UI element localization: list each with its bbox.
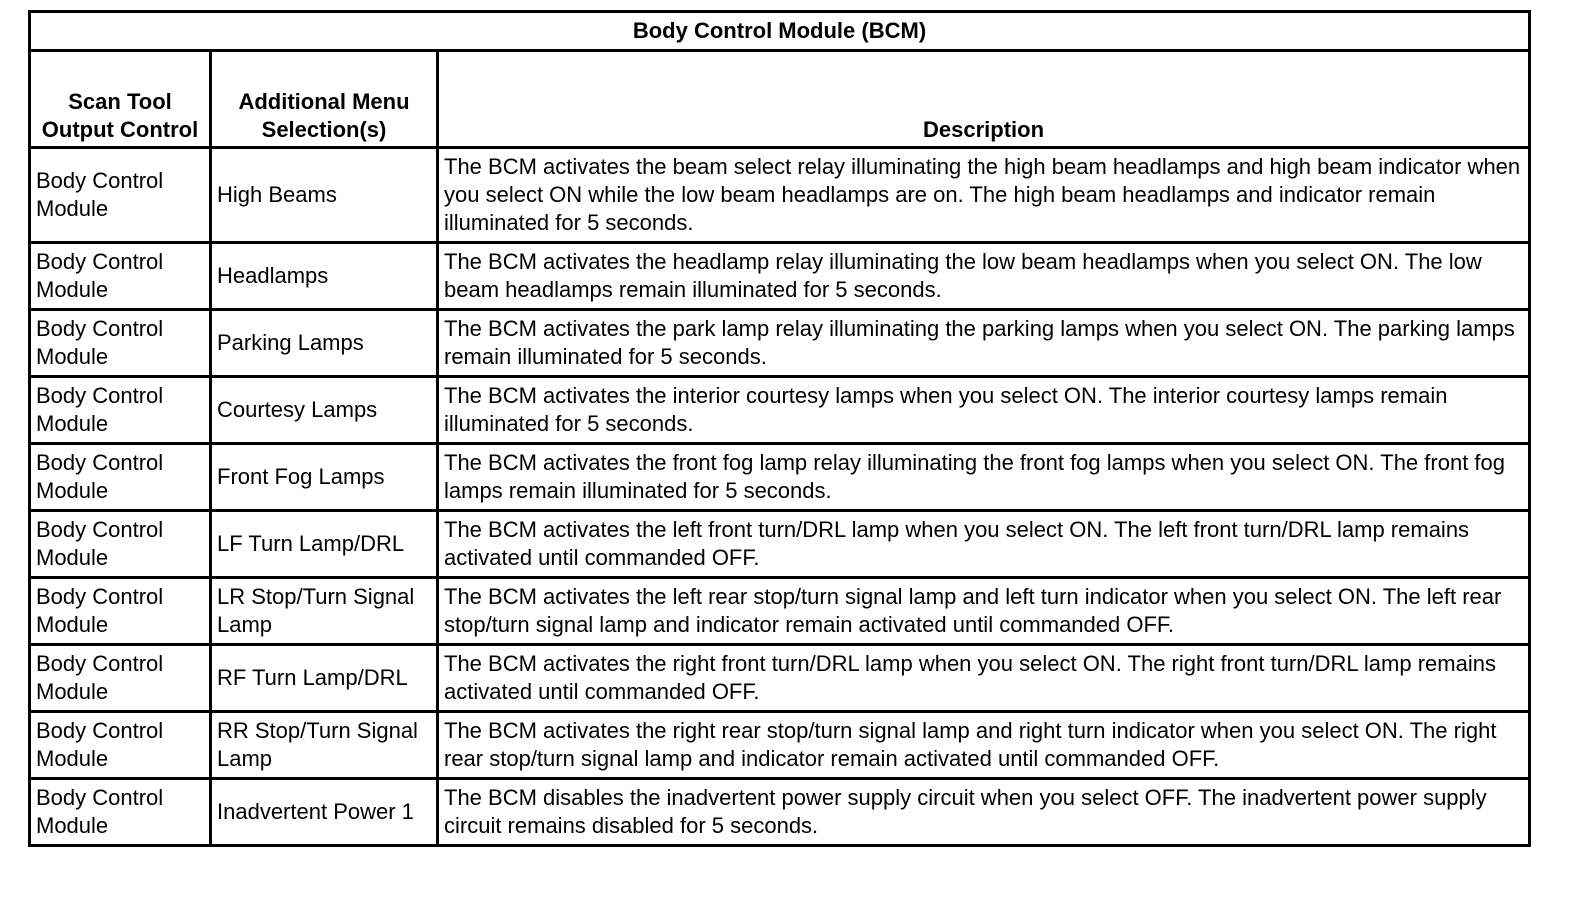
table-row (30, 578, 1530, 645)
description-cell: The BCM activates the headlamp relay illuminating the low beam headlamps when you select ON. The low beam headlamps remain illuminated for 5 seconds. (438, 243, 1530, 310)
menu-selection-cell: Parking Lamps (211, 310, 438, 377)
menu-selection-cell: Front Fog Lamps (211, 444, 438, 511)
description-cell: The BCM activates the interior courtesy lamps when you select ON. The interior courtesy lamps remain illuminated for 5 seconds. (438, 377, 1530, 444)
menu-selection-cell: High Beams (211, 148, 438, 243)
menu-selection-cell: Inadvertent Power 1 (211, 779, 438, 846)
output-control-cell: Body Control Module (30, 712, 211, 779)
output-control-cell: Body Control Module (30, 377, 211, 444)
table-row (30, 712, 1530, 779)
menu-selection-cell: LR Stop/Turn Signal Lamp (211, 578, 438, 645)
output-control-cell: Body Control Module (30, 148, 211, 243)
header-scan-tool-output-control: Scan Tool Output Control (30, 51, 211, 148)
bcm-output-control-table-container (28, 10, 1528, 847)
table-row (30, 645, 1530, 712)
table-row (30, 377, 1530, 444)
menu-selection-cell: RF Turn Lamp/DRL (211, 645, 438, 712)
menu-selection-cell: Headlamps (211, 243, 438, 310)
menu-selection-cell: LF Turn Lamp/DRL (211, 511, 438, 578)
description-cell: The BCM disables the inadvertent power supply circuit when you select OFF. The inadvertent power supply circuit remains disabled for 5 seconds. (438, 779, 1530, 846)
output-control-cell: Body Control Module (30, 243, 211, 310)
table-header-row (30, 51, 1530, 148)
menu-selection-cell: RR Stop/Turn Signal Lamp (211, 712, 438, 779)
table-row (30, 511, 1530, 578)
description-cell: The BCM activates the front fog lamp relay illuminating the front fog lamps when you select ON. The front fog lamps remain illuminated for 5 seconds. (438, 444, 1530, 511)
bcm-output-control-table (28, 10, 1531, 847)
table-row (30, 779, 1530, 846)
table-title: Body Control Module (BCM) (30, 12, 1530, 51)
output-control-cell: Body Control Module (30, 578, 211, 645)
menu-selection-cell: Courtesy Lamps (211, 377, 438, 444)
description-cell: The BCM activates the left front turn/DRL lamp when you select ON. The left front turn/DRL lamp remains activated until commanded OFF. (438, 511, 1530, 578)
table-row (30, 444, 1530, 511)
header-description: Description (438, 51, 1530, 148)
output-control-cell: Body Control Module (30, 511, 211, 578)
description-cell: The BCM activates the park lamp relay illuminating the parking lamps when you select ON. The parking lamps remain illuminated for 5 seconds. (438, 310, 1530, 377)
description-cell: The BCM activates the beam select relay illuminating the high beam headlamps and high beam indicator when you select ON while the low beam headlamps are on. The high beam headlamps and indicator remain illuminated for 5 seconds. (438, 148, 1530, 243)
output-control-cell: Body Control Module (30, 645, 211, 712)
output-control-cell: Body Control Module (30, 779, 211, 846)
output-control-cell: Body Control Module (30, 310, 211, 377)
table-row (30, 310, 1530, 377)
output-control-cell: Body Control Module (30, 444, 211, 511)
table-title-row (30, 12, 1530, 51)
description-cell: The BCM activates the right front turn/DRL lamp when you select ON. The right front turn/DRL lamp remains activated until commanded OFF. (438, 645, 1530, 712)
table-row (30, 243, 1530, 310)
description-cell: The BCM activates the left rear stop/turn signal lamp and left turn indicator when you select ON. The left rear stop/turn signal lamp and indicator remain activated until commanded OFF. (438, 578, 1530, 645)
description-cell: The BCM activates the right rear stop/turn signal lamp and right turn indicator when you select ON. The right rear stop/turn signal lamp and indicator remain activated until commanded OFF. (438, 712, 1530, 779)
table-row (30, 148, 1530, 243)
header-additional-menu-selections: Additional Menu Selection(s) (211, 51, 438, 148)
